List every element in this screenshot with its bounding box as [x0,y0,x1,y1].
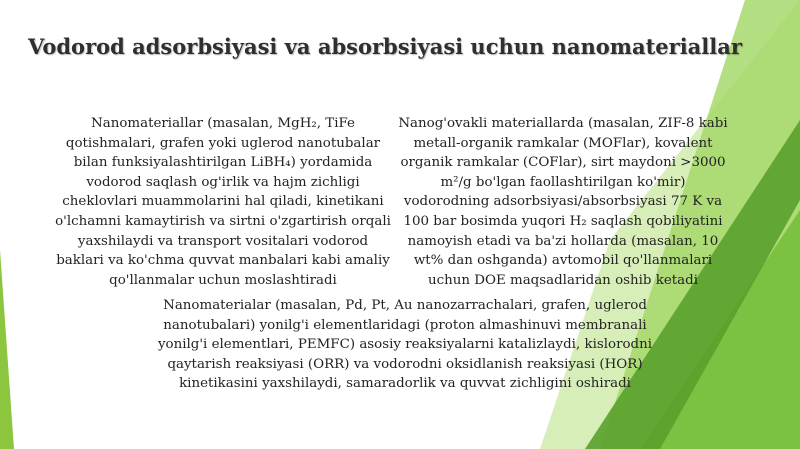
right-paragraph: Nanog'ovakli materiallarda (masalan, ZIF-8 kabi metall-organik ramkalar (MOFlar), kovalent organik ramkalar (COFlar), sirt maydoni >3000 m²/g bo'lgan faollashtirilgan ko'mir) vodorodning adsorbsiyasi/absorbsiyasi 77 K va 100 bar bosimda yuqori H₂ saqlash qobiliyatini namoyish etadi va ba'zi hollarda (masalan, 10 wt% dan oshganda) avtomobil qo'llanmalari uchun DOE maqsadlaridan oshib ketadi [398,116,728,288]
slide-title: Vodorod adsorbsiyasi va absorbsiyasi uchun nanomateriallar [28,34,742,59]
bottom-paragraph: Nanomaterialar (masalan, Pd, Pt, Au nanozarrachalari, grafen, uglerod nanotubalari) yonilg'i elementlaridagi (proton almashinuvi membranali yonilg'i elementlari, PEMFC) asosiy reaksiyalarni katalizlaydi, kislorodni qaytarish reaksiyasi (ORR) va vodorodni oksidlanish reaksiyasi (HOR) kinetikasini yaxshilaydi, samaradorlik va quvvat zichligini oshiradi [157,298,653,392]
left-paragraph: Nanomateriallar (masalan, MgH₂, TiFe qotishmalari, grafen yoki uglerod nanotubalar bilan funksiyalashtirilgan LiBH₄) yordamida vodorod saqlash og'irlik va hajm zichligi cheklovlari muammolarini hal qiladi, kinetikani o'lchamni kamaytirish va sirtni o'zgartirish orqali yaxshilaydi va transport vositalari vodorod baklari va ko'chma quvvat manbalari kabi amaliy qo'llanmalar uchun moslashtiradi [55,116,391,288]
left-green-sliver [0,250,14,449]
